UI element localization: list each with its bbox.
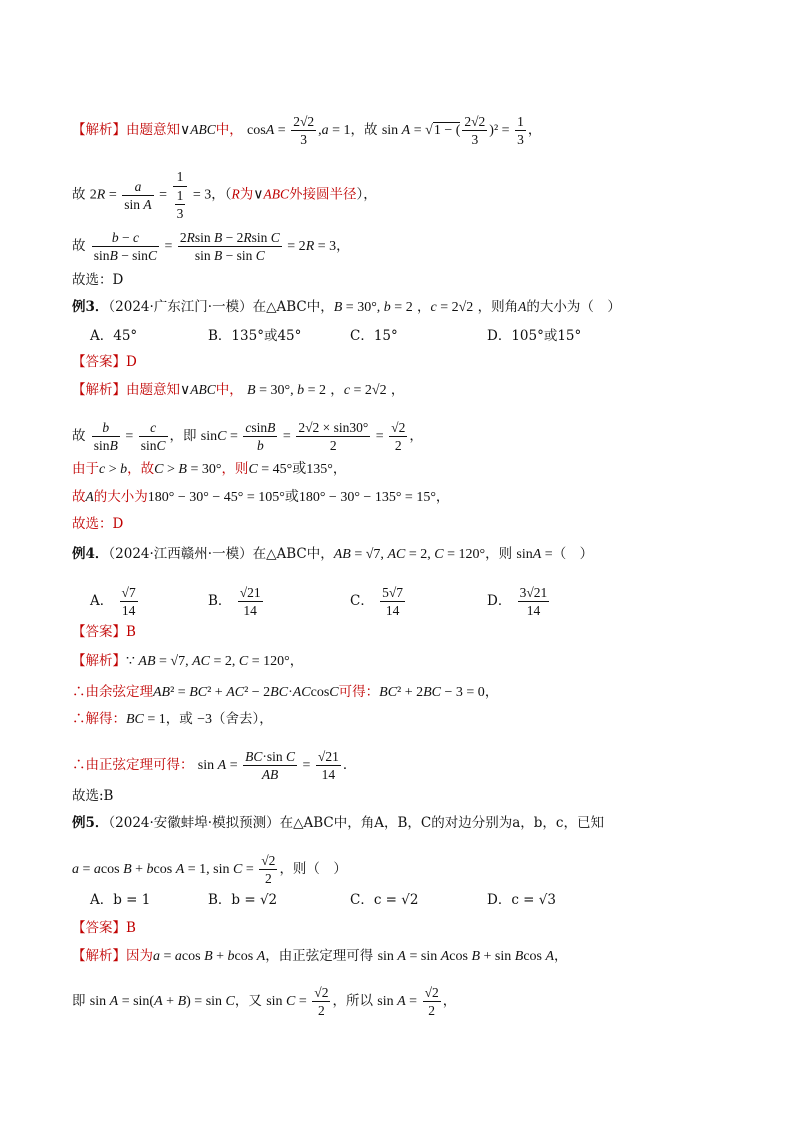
- ex4-answer: 【答案】B: [72, 624, 136, 640]
- ex4-option-d: D． $\frac{3√21}{14}$: [487, 585, 548, 618]
- ex4-question: 例4．（2024·江西赣州·一模）在△ABC中，AB = √7, AC = 2, C = 120°，则 sinA =（ ）: [72, 546, 594, 562]
- ex4-sol3: ∴解得：BC = 1，或 −3（舍去），: [72, 711, 273, 727]
- ex4-option-a: A． $\frac{√7}{14}$: [90, 585, 136, 618]
- ex3-sol1: 【解析】由题意知∨ABC中， B = 30°, b = 2 ，c = 2√2 ，: [72, 382, 405, 398]
- ex5-cond: a = acos B + bcos A = 1, sin C = $\frac{√2}{2}$ ，则（ ）: [72, 853, 347, 886]
- ex5-source: （2024·安徽蚌埠·模拟预测）在△ABC中，角A，B，C的对边分别为a，b，c，已知: [108, 815, 604, 831]
- ex5-option-d: D．c = √3: [487, 892, 556, 908]
- ex5-option-a: A．b = 1: [90, 892, 151, 908]
- ex5-sol-tag: 【解析】: [72, 948, 126, 964]
- ex5-option-b: B．b = √2: [208, 892, 278, 908]
- ex4-label: 例4．: [72, 546, 109, 562]
- ex3-sol3: 由于c > b，故C > B = 30°，则C = 45°或135°，: [72, 461, 347, 477]
- ex3-choice: 故选：D: [72, 516, 124, 532]
- ex3-option-c: C．15°: [350, 328, 398, 344]
- ex3-question: 例3．（2024·广东江门·一模）在△ABC中，B = 30°, b = 2 ，c = 2√2 ，则角A的大小为（ ）: [72, 299, 621, 315]
- ex3-label: 例3．: [72, 299, 109, 315]
- ex3-option-d: D．105°或15°: [487, 328, 582, 344]
- ex4-option-b: B． $\frac{√21}{14}$: [208, 585, 261, 618]
- ex4-sol-tag: 【解析】: [72, 653, 126, 669]
- ex3-option-b: B．135°或45°: [208, 328, 302, 344]
- ex4-option-c: C． $\frac{5√7}{14}$: [350, 585, 404, 618]
- ex4-sol2: ∴由余弦定理AB² = BC² + AC² − 2BC·ACcosC可得：BC² + 2BC − 3 = 0，: [72, 684, 499, 700]
- b1-choice: 故选：D: [72, 272, 124, 288]
- b1-line1: 【解析】由题意知∨ABC中， cosA = $\frac{2√2}{3}$ ,a = 1，故 sin A = √1 − ( $\frac{2√2}{3}$ )² = $\frac{1}{3}$ ，: [72, 114, 542, 147]
- b1-line2: 故 2R = $\frac{a}{\text{sin A}}$ = $\frac{1}{\frac{1}{3}}$ = 3，（R为∨ABC外接圆半径），: [72, 169, 377, 221]
- ex5-answer: 【答案】B: [72, 920, 136, 936]
- ex3-sol-tag: 【解析】: [72, 382, 126, 398]
- ex3-source: （2024·广东江门·一模）在△ABC中，: [108, 299, 334, 315]
- ex5-sol1: 【解析】因为a = acos B + bcos A，由正弦定理可得 sin A = sin Acos B + sin Bcos A，: [72, 948, 568, 964]
- b1-line3: 故 $\frac{b - c}{\sin B - \sin C}$ = $\frac{\text{2Rsin B − 2Rsin C}}{\text{sin B − sin C}}$ = 2R = 3，: [72, 230, 350, 263]
- ex5-label: 例5．: [72, 815, 109, 831]
- ex3-sol2: 故 $\frac{b}{\sin B}$ = $\frac{c}{\sin C}$ ，即 sinC = $\frac{csinB}{b}$ = $\frac{2√2 \times \sin 30^\circ}{2}$ = $\frac{√2}{2}$ ，: [72, 420, 423, 453]
- b1-tag: 【解析】: [72, 122, 126, 138]
- ex4-sol4: ∴由正弦定理可得： sin A = $\frac{\text{BC·sin C}}{AB}$ = $\frac{√21}{14}$ ．: [72, 749, 357, 782]
- ex4-sol1: 【解析】∵ AB = √7, AC = 2, C = 120°，: [72, 653, 304, 669]
- ex4-choice: 故选:B: [72, 788, 114, 804]
- ex4-source: （2024·江西赣州·一模）在△ABC中，: [108, 546, 334, 562]
- ex3-answer: 【答案】D: [72, 354, 137, 370]
- ex5-sol2: 即 sin A = sin(A + B) = sin C，又 sin C = $\frac{√2}{2}$ ，所以 sin A = $\frac{√2}{2}$ ，: [72, 985, 457, 1018]
- ex5-question: [72, 813, 604, 833]
- ex5-option-c: C．c = √2: [350, 892, 419, 908]
- ex3-option-a: A．45°: [90, 328, 138, 344]
- ex3-sol4: 故A的大小为180° − 30° − 45° = 105°或180° − 30° − 135° = 15°，: [72, 489, 450, 505]
